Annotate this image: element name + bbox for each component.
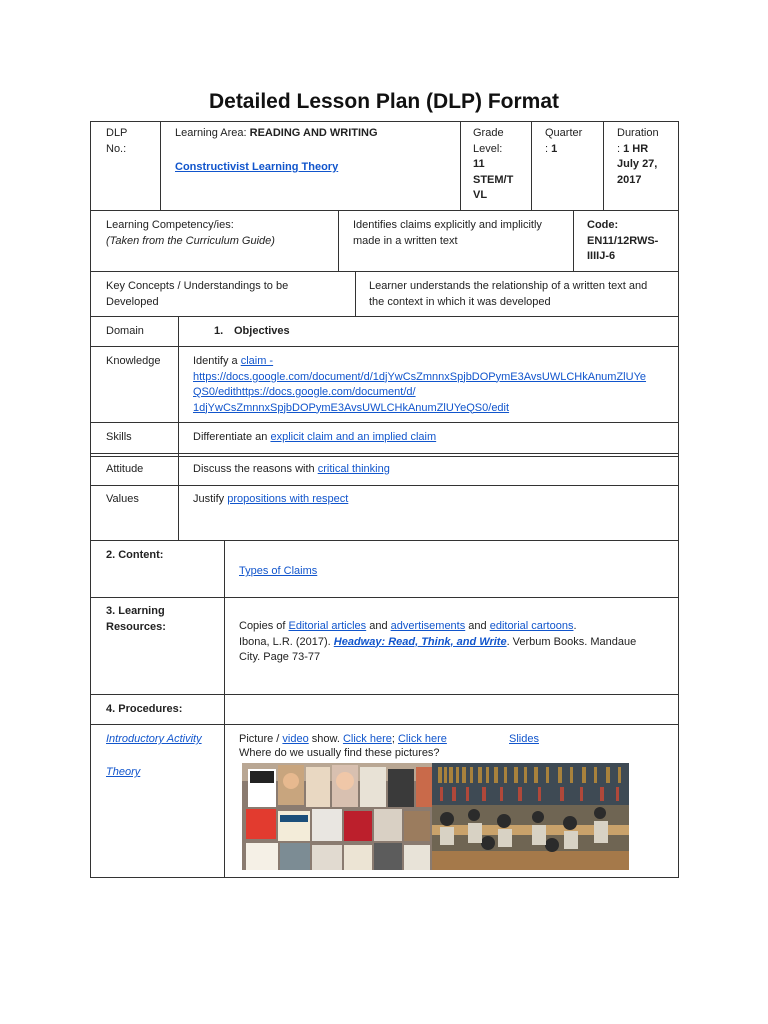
procedures-label: 4. Procedures: xyxy=(106,703,183,715)
quarter: Quarter : 1 xyxy=(545,127,583,155)
dlp-no-label: DLP No.: xyxy=(106,127,128,155)
headway-book-link[interactable]: Headway: Read, Think, and Write xyxy=(333,635,507,648)
duration: Duration : 1 HR July 27, 2017 xyxy=(617,127,659,186)
attitude-text: Discuss the reasons with critical thinking xyxy=(193,463,390,475)
click-here-link-2[interactable]: Click here xyxy=(397,733,447,745)
values-label: Values xyxy=(106,493,139,505)
types-of-claims-link[interactable]: Types of Claims xyxy=(239,565,318,577)
page-title: Detailed Lesson Plan (DLP) Format xyxy=(208,90,560,113)
grade-level: Grade Level: 11 STEM/T VL xyxy=(473,127,514,201)
click-here-link-1[interactable]: Click here xyxy=(342,733,392,745)
values-text: Justify propositions with respect xyxy=(193,493,349,505)
resources-label: 3. Learning Resources: xyxy=(106,605,166,633)
question-text: Where do we usually find these pictures? xyxy=(239,747,440,759)
claim-url-1[interactable]: https://docs.google.com/document/d/1djYwCsZmnnxSpjbDOPymE3AvsUWLCHkAnumZlUYe xyxy=(193,370,647,383)
claim-url-2[interactable]: QS0/edithttps://docs.google.com/document/d/ xyxy=(193,386,416,398)
theory-procedure-link[interactable]: Theory xyxy=(106,766,141,778)
competency-code: Code: EN11/12RWS- IIIIJ-6 xyxy=(587,219,659,262)
magazines-library-photo xyxy=(242,763,629,870)
introductory-activity-link[interactable]: Introductory Activity xyxy=(106,733,202,745)
attitude-label: Attitude xyxy=(106,463,144,475)
explicit-claim-link[interactable]: explicit claim and an implied claim xyxy=(270,431,437,443)
learning-area: Learning Area: READING AND WRITING xyxy=(175,127,378,139)
competency-label: Learning Competency/ies: (Taken from the Curriculum Guide) xyxy=(106,219,275,247)
critical-thinking-link[interactable]: critical thinking xyxy=(317,463,390,475)
video-link[interactable]: video xyxy=(282,733,309,745)
picture-video-line: Picture / video show. Click here; Click here xyxy=(239,733,447,745)
advertisements-link[interactable]: advertisements xyxy=(390,620,466,632)
resources-text: Copies of Editorial articles and advertisements and editorial cartoons. Ibona, L.R. (2017). Headway: Read, Think, and Write. Verbum Books. Mandaue City. Page 73-77 xyxy=(239,620,637,663)
content-label: 2. Content: xyxy=(106,549,164,561)
theory-link[interactable]: Constructivist Learning Theory xyxy=(175,161,339,173)
editorial-cartoons-link[interactable]: editorial cartoons xyxy=(489,620,574,632)
key-concepts-text: Learner understands the relationship of a written text and the context in which it was developed xyxy=(369,280,648,308)
key-concepts-label: Key Concepts / Understandings to be Developed xyxy=(106,280,289,308)
objectives-heading: 1. Objectives xyxy=(214,325,290,337)
knowledge-text: Identify a claim - https://docs.google.com/document/d/1djYwCsZmnnxSpjbDOPymE3AvsUWLCHkAnumZlUYe QS0/edithttps://docs.google.com/document/d/ 1djYwCsZmnnxSpjbDOPymE3AvsUWLCHkAnumZlUYeQS0/edit xyxy=(193,354,646,416)
claim-url-3[interactable]: 1djYwCsZmnnxSpjbDOPymE3AvsUWLCHkAnumZlUYeQS0/edit xyxy=(193,401,510,414)
competency-text: Identifies claims explicitly and implicitly made in a written text xyxy=(353,219,542,247)
slides-link[interactable]: Slides xyxy=(509,733,539,745)
knowledge-label: Knowledge xyxy=(106,355,161,367)
domain-label: Domain xyxy=(106,325,144,337)
propositions-link[interactable]: propositions with respect xyxy=(227,493,349,505)
skills-label: Skills xyxy=(106,431,132,443)
skills-text: Differentiate an explicit claim and an implied claim xyxy=(193,431,437,443)
editorial-articles-link[interactable]: Editorial articles xyxy=(288,620,367,632)
claim-link[interactable]: claim - xyxy=(240,355,274,367)
